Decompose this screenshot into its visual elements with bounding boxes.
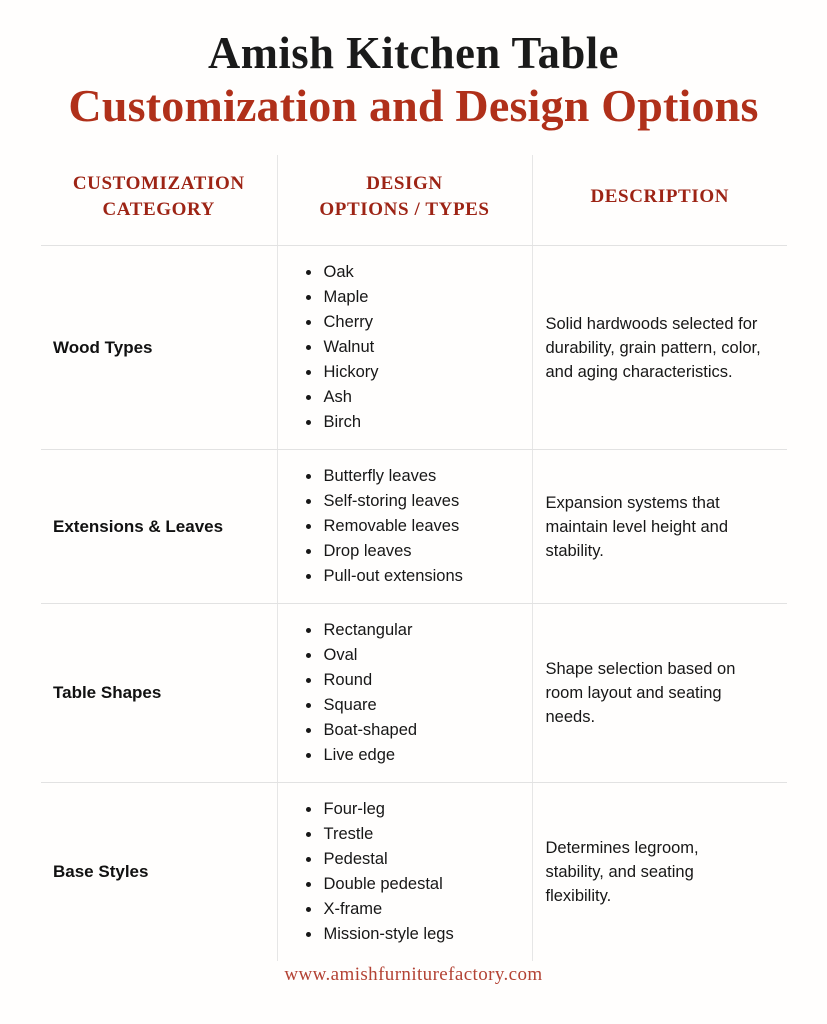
column-header-line-2: CATEGORY [102, 199, 215, 220]
website-url[interactable]: www.amishfurniturefactory.com [284, 964, 543, 985]
column-header-design-options [277, 155, 532, 246]
table-body [41, 246, 787, 962]
row-category-cell [41, 783, 277, 962]
customization-table-wrapper [41, 155, 787, 961]
footer [0, 964, 827, 986]
list-item: • Mission-style legs [322, 922, 526, 947]
options-list [278, 618, 526, 768]
list-item: • Butterfly leaves [322, 464, 526, 489]
column-header-line-1: DESIGN [366, 173, 443, 194]
table-row [41, 604, 787, 783]
row-category-cell [41, 450, 277, 604]
table-row [41, 246, 787, 450]
page-title-primary: Amish Kitchen Table [208, 27, 619, 78]
table-row [41, 783, 787, 962]
column-header-line-1: DESCRIPTION [590, 186, 730, 207]
description-text: Solid hardwoods selected for durability, grain pattern, color, and aging characteristics. [545, 314, 761, 381]
category-label: Wood Types [53, 337, 153, 357]
description-text: Determines legroom, stability, and seating flexibility. [545, 839, 699, 905]
row-description-cell [532, 246, 787, 450]
table-row [41, 450, 787, 604]
row-options-cell [277, 604, 532, 783]
list-item: • Double pedestal [322, 872, 526, 897]
list-item: • Removable leaves [322, 514, 526, 539]
page-title-secondary: Customization and Design Options [68, 80, 759, 131]
row-options-cell [277, 450, 532, 604]
row-description-cell [532, 604, 787, 783]
category-label: Base Styles [53, 862, 149, 881]
list-item: • Cherry [322, 310, 526, 335]
table-header [41, 155, 787, 246]
list-item: • Walnut [322, 335, 526, 360]
list-item: • Oak [322, 260, 526, 285]
category-label: Extensions & Leaves [53, 516, 224, 536]
list-item: • Birch [322, 410, 526, 435]
title-block [0, 0, 827, 134]
list-item: • Rectangular [322, 618, 526, 643]
row-category-cell [41, 246, 277, 450]
list-item: • Live edge [322, 743, 526, 768]
options-list [278, 260, 526, 435]
list-item: • Drop leaves [322, 539, 526, 564]
column-header-line-2: OPTIONS / TYPES [319, 199, 490, 220]
list-item: • Ash [322, 385, 526, 410]
column-header-customization-category [41, 155, 277, 246]
description-text: Expansion systems that maintain level height and stability. [545, 493, 729, 560]
list-item: • Pedestal [322, 847, 526, 872]
row-options-cell [277, 783, 532, 962]
list-item: • Pull-out extensions [322, 564, 526, 589]
list-item: • Square [322, 693, 526, 718]
list-item: • Maple [322, 285, 526, 310]
options-list [278, 797, 526, 947]
row-category-cell [41, 604, 277, 783]
row-description-cell [532, 783, 787, 962]
list-item: • Round [322, 668, 526, 693]
customization-table [41, 155, 787, 961]
column-header-description [532, 155, 787, 246]
list-item: • X-frame [322, 897, 526, 922]
row-options-cell [277, 246, 532, 450]
description-text: Shape selection based on room layout and seating needs. [545, 660, 736, 726]
column-header-line-1: CUSTOMIZATION [72, 173, 245, 194]
list-item: • Trestle [322, 822, 526, 847]
list-item: • Self-storing leaves [322, 489, 526, 514]
list-item: • Boat-shaped [322, 718, 526, 743]
list-item: • Oval [322, 643, 526, 668]
list-item: • Four-leg [322, 797, 526, 822]
category-label: Table Shapes [53, 683, 162, 702]
table-header-row [41, 155, 787, 246]
row-description-cell [532, 450, 787, 604]
list-item: • Hickory [322, 360, 526, 385]
options-list [278, 464, 526, 589]
